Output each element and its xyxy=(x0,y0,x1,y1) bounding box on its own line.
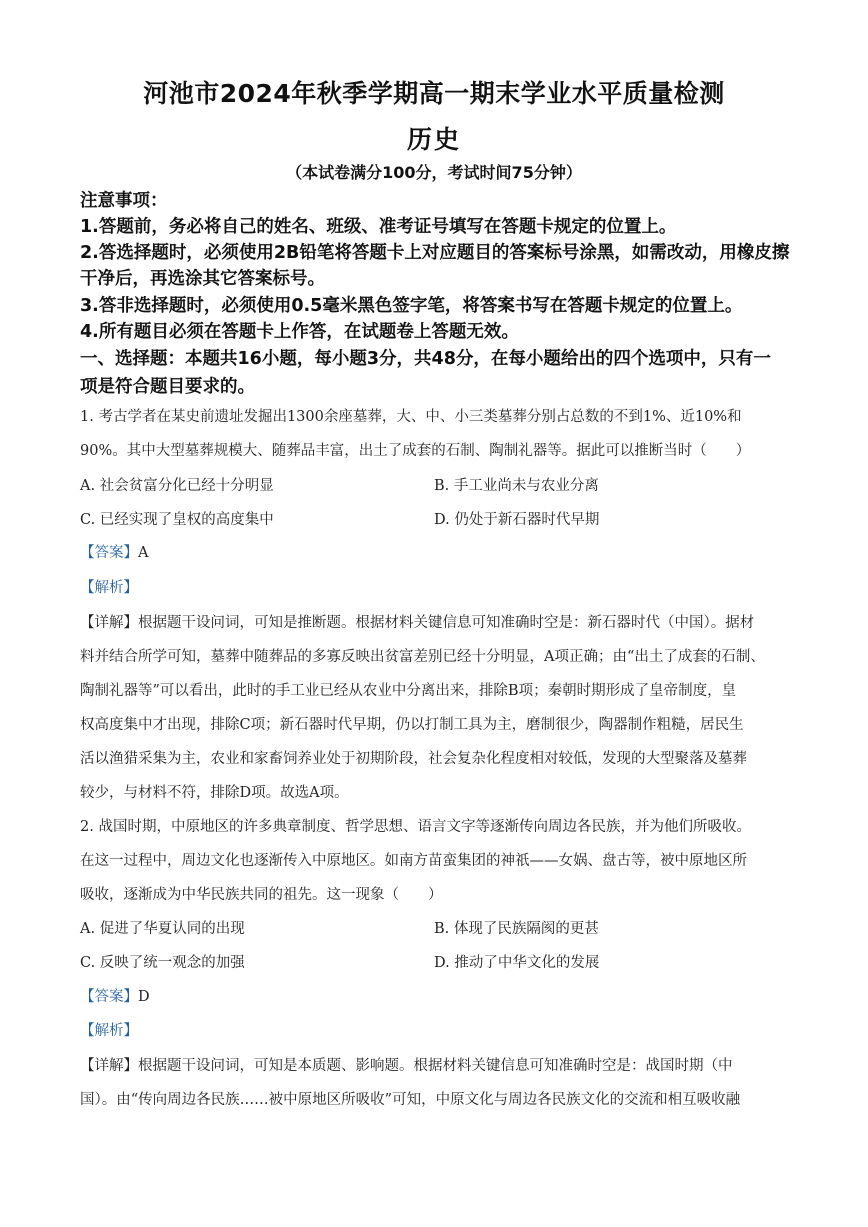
notice-item: 2.答选择题时，必须使用2B铅笔将答题卡上对应题目的答案标号涂黑，如需改动，用橡皮擦 xyxy=(80,243,790,263)
q2-detail-line: 国）。由“传向周边各民族……被中原地区所吸收”可知，中原文化与周边各民族文化的交流和相互吸收融 xyxy=(80,1092,741,1108)
answer-tag: 【答案】 xyxy=(80,989,138,1005)
detail-tag: 【详解】 xyxy=(80,615,138,631)
q2-option-a: A. 促进了华夏认同的出现 xyxy=(80,921,245,937)
q2-option-b: B. 体现了民族隔阂的更甚 xyxy=(434,921,599,937)
q1-detail-line: 活以渔猎采集为主，农业和家畜饲养业处于初期阶段，社会复杂化程度相对较低，发现的大型聚落及墓葬 xyxy=(80,751,747,767)
analysis-tag: 【解析】 xyxy=(80,1023,138,1039)
exam-title: 河池市2024年秋季学期高一期末学业水平质量检测 xyxy=(143,79,725,108)
answer-value: D xyxy=(138,989,150,1005)
q1-stem-line: 90%。其中大型墓葬规模大、随葬品丰富，出土了成套的石制、陶制礼器等。据此可以推断当时（ ） xyxy=(80,443,751,459)
q1-option-b: B. 手工业尚未与农业分离 xyxy=(434,478,599,494)
q2-option-d: D. 推动了中华文化的发展 xyxy=(434,955,600,971)
q1-option-d: D. 仍处于新石器时代早期 xyxy=(434,512,600,528)
answer-value: A xyxy=(138,545,149,561)
q2-stem-line: 2. 战国时期，中原地区的许多典章制度、哲学思想、语言文字等逐渐传向周边各民族，并为他们所吸收。 xyxy=(80,819,751,835)
notice-item: 干净后，再选涂其它答案标号。 xyxy=(80,269,325,289)
q2-detail-line xyxy=(80,1055,794,1077)
q1-stem-line: 1. 考古学者在某史前遗址发掘出1300余座墓葬，大、中、小三类墓葬分别占总数的不到1%、近10%和 xyxy=(80,409,742,425)
detail-text: 根据题干设问词，可知是本质题、影响题。根据材料关键信息可知准确时空是：战国时期（中 xyxy=(138,1058,733,1074)
notice-item: 3.答非选择题时，必须使用0.5毫米黑色签字笔，将答案书写在答题卡规定的位置上。 xyxy=(80,296,743,316)
q2-option-c: C. 反映了统一观念的加强 xyxy=(80,955,245,971)
q2-answer xyxy=(80,986,794,1008)
notice-heading: 注意事项： xyxy=(80,191,168,211)
section-heading: 一、选择题：本题共16小题，每小题3分，共48分，在每小题给出的四个选项中，只有一 xyxy=(80,349,771,369)
q1-option-c: C. 已经实现了皇权的高度集中 xyxy=(80,512,274,528)
exam-info: （本试卷满分100分，考试时间75分钟） xyxy=(286,163,582,182)
q2-analysis-tag xyxy=(80,1020,794,1042)
q1-detail-line: 陶制礼器等”可以看出，此时的手工业已经从农业中分离出来，排除B项；秦朝时期形成了皇帝制度，皇 xyxy=(80,683,737,699)
q1-option-a: A. 社会贫富分化已经十分明显 xyxy=(80,478,274,494)
q1-analysis-tag xyxy=(80,577,794,599)
answer-tag: 【答案】 xyxy=(80,545,138,561)
q1-detail-line: 权高度集中才出现，排除C项；新石器时代早期，仍以打制工具为主，磨制很少，陶器制作粗糙，居民生 xyxy=(80,717,744,733)
subject-title: 历史 xyxy=(406,125,461,154)
q1-detail-line: 较少，与材料不符，排除D项。故选A项。 xyxy=(80,785,349,801)
q1-answer xyxy=(80,542,794,564)
q2-stem-line: 在这一过程中，周边文化也逐渐传入中原地区。如南方苗蛮集团的神祇——女娲、盘古等，被中原地区所 xyxy=(80,853,747,869)
q1-detail-line: 料并结合所学可知，墓葬中随葬品的多寡反映出贫富差别已经十分明显，A项正确；由“出土了成套的石制、 xyxy=(80,649,765,665)
section-heading: 项是符合题目要求的。 xyxy=(80,377,255,397)
notice-item: 1.答题前，务必将自己的姓名、班级、准考证号填写在答题卡规定的位置上。 xyxy=(80,217,677,237)
detail-tag: 【详解】 xyxy=(80,1058,138,1074)
analysis-tag: 【解析】 xyxy=(80,580,138,596)
q1-detail-line xyxy=(80,612,794,634)
q2-stem-line: 吸收，逐渐成为中华民族共同的祖先。这一现象（ ） xyxy=(80,887,443,903)
notice-item: 4.所有题目必须在答题卡上作答，在试题卷上答题无效。 xyxy=(80,322,519,342)
detail-text: 根据题干设问词，可知是推断题。根据材料关键信息可知准确时空是：新石器时代（中国）。据材 xyxy=(138,615,755,631)
